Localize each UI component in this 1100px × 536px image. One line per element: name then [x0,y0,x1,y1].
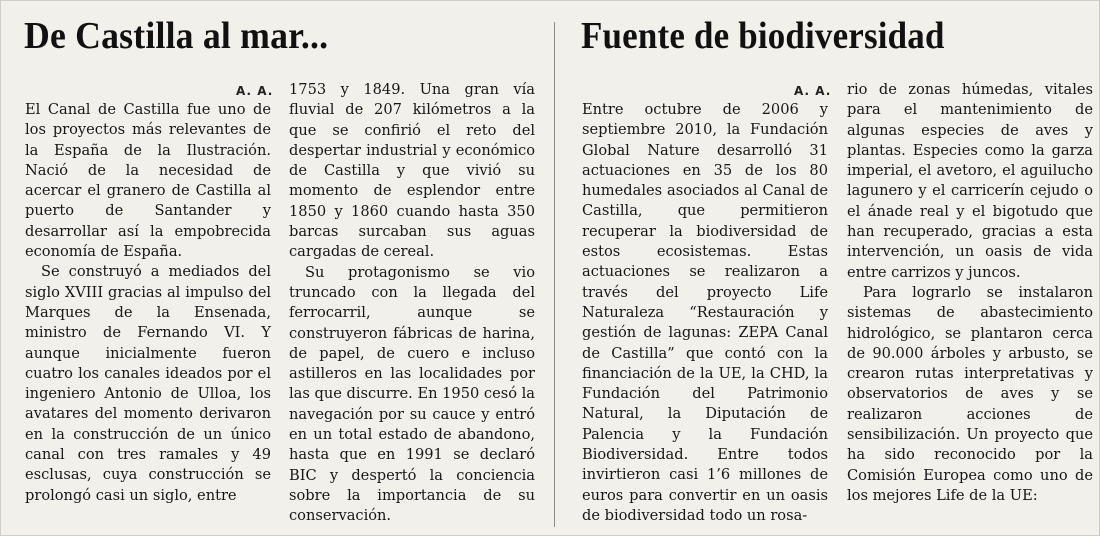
paragraph: rio de zonas húmedas, vitales para el mantenimiento de algunas especies de aves y plantas. Especies como la garza imperial, el avetoro, el aguilucho lagunero y el carricerín cejudo o el ánade real y el bigotudo que han recuperado, gracias a esta intervención, un oasis de vida entre carrizos y juncos. [847,81,1093,281]
right-article-column-1 [582,100,828,526]
column-divider [554,22,555,527]
paragraph: Para lograrlo se instalaron sistemas de abastecimiento hidrológico, se plantaron cerca de 90.000 árboles y arbusto, se crearon rutas interpretativas y observatorios de aves y se realizaron acciones de sensibilización. Un proyecto que ha sido reconocido por la Comisión Europea como uno de los mejores Life de la UE: [847,283,1093,504]
left-article-byline: A. A. [236,84,274,98]
left-article-column-2 [289,80,535,527]
right-article-byline: A. A. [794,84,832,98]
right-article-headline: Fuente de biodiversidad [581,15,945,57]
left-article-headline: De Castilla al mar... [24,15,329,57]
paragraph: Entre octubre de 2006 y septiembre 2010, la Fundación Global Nature desarrolló 31 actuaciones en 35 de los 80 humedales asociados al Canal de Castilla, que permitieron recuperar la biodiversidad de estos ecosistemas. Estas actuaciones se realizaron a través del proyecto Life Naturaleza “Restauración y gestión de lagunas: ZEPA Canal de Castilla” que contó con la financiación de la UE, la CHD, la Fundación del Patrimonio Natural, la Diputación de Palencia y la Fundación Biodiversidad. Entre todos invirtieron casi 1’6 millones de euros para convertir en un oasis de biodiversidad todo un rosa- [582,101,828,524]
paragraph: Se construyó a mediados del siglo XVIII gracias al impulso del Marques de la Ensenada, ministro de Fernando VI. Y aunque inicialmente fueron cuatro los canales ideados por el ingeniero Antonio de Ulloa, los avatares del momento derivaron en la construcción de un único canal con tres ramales y 49 esclusas, cuya construcción se prolongó casi un siglo, entre [25,263,271,504]
paragraph: Su protagonismo se vio truncado con la llegada del ferrocarril, aunque se construyeron fábricas de harina, de papel, de cuero e incluso astilleros en las localidades por las que discurre. En 1950 cesó la navegación por su cauce y entró en un total estado de abandono, hasta que en 1991 se declaró BIC y despertó la conciencia sobre la importancia de su conservación. [289,263,536,525]
paragraph: 1753 y 1849. Una gran vía fluvial de 207 kilómetros a la que se confirió el reto del despertar industrial y económico de Castilla y que vivió su momento de esplendor entre 1850 y 1860 cuando hasta 350 barcas surcaban sus aguas cargadas de cereal. [289,81,535,261]
left-article-column-1 [25,100,271,506]
right-article-column-2 [847,80,1093,506]
paragraph: El Canal de Castilla fue uno de los proyectos más relevantes de la España de la Ilustración. Nació de la necesidad de acercar el granero de Castilla al puerto de Santander y desarrollar así la empobrecida economía de España. [25,101,271,261]
